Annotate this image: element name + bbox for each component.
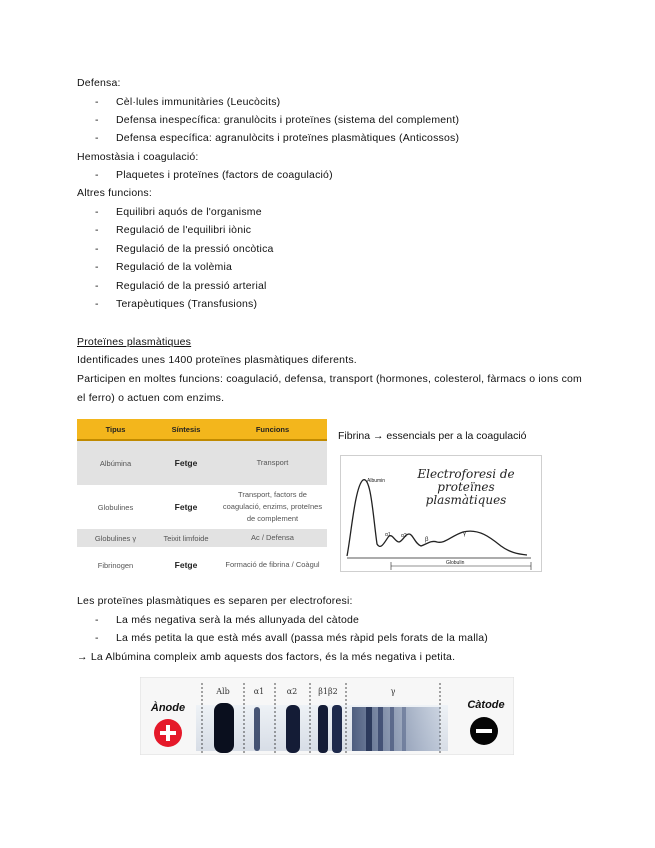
electroforesi-diagram <box>340 455 542 572</box>
table-row <box>77 485 327 529</box>
band-gamma-stripe <box>390 707 394 751</box>
list-item-text: Cèl·lules immunitàries (Leucòcits) <box>116 96 281 108</box>
list-item-text: Defensa específica: agranulòcits i proteïnes plasmàtiques (Anticossos) <box>116 132 460 144</box>
list-item-text: Regulació de la volèmia <box>116 261 233 273</box>
diagram-title-line2: proteïnes <box>437 480 495 494</box>
list-item-text: Plaquetes i proteïnes (factors de coagulació) <box>116 169 333 181</box>
cell-sintesi: Teixit limfoide <box>154 529 218 547</box>
list-item-text: Regulació de la pressió arterial <box>116 280 267 292</box>
label-alpha2: α2 <box>401 533 407 539</box>
gel-svg <box>140 677 514 755</box>
lane-label-g: γ <box>390 687 396 696</box>
hemostasia-heading: Hemostàsia i coagulació: <box>77 151 199 163</box>
cell-tipus: Albúmina <box>77 440 154 485</box>
band-gamma-stripe <box>366 707 372 751</box>
label-albumin: Albumin <box>367 478 386 484</box>
table-header: Tipus <box>77 419 154 440</box>
paragraph: el ferro) o actuen com enzims. <box>77 392 225 404</box>
lane-label-a2: α2 <box>286 687 298 696</box>
label-gamma: γ <box>463 531 466 537</box>
section-title: Proteïnes plasmàtiques <box>77 336 192 348</box>
lane-label-b: β1β2 <box>318 687 338 696</box>
cell-sintesi: Fetge <box>154 547 218 583</box>
band-albumin <box>214 703 234 753</box>
band-gamma <box>352 707 440 751</box>
cell-tipus: Fibrinogen <box>77 547 154 583</box>
label-alpha1: α1 <box>385 532 391 538</box>
lane-label-alb: Alb <box>216 687 230 696</box>
minus-bar <box>476 729 492 733</box>
label-globulin: Globulin <box>446 560 465 566</box>
band-beta2 <box>332 705 342 753</box>
cell-funcions: Transport <box>218 440 327 485</box>
cell-tipus: Globulines γ <box>77 529 154 547</box>
lane-label-a1: α1 <box>253 687 265 696</box>
anode-label: Ànode <box>150 702 186 714</box>
diagram-title-line1: Electroforesi de <box>417 467 515 481</box>
fibrina-note: Fibrina → essencials per a la coagulació <box>338 430 527 442</box>
list-item-text: Regulació de la pressió oncòtica <box>116 243 274 255</box>
band-alpha2 <box>286 705 300 753</box>
band-alpha1 <box>254 707 260 751</box>
proteins-table <box>77 419 327 583</box>
list-item-text: Defensa inespecífica: granulòcits i proteïnes (sistema del complement) <box>116 114 460 126</box>
cell-funcions: Transport, factors de coagulació, enzims, proteïnes de complement <box>218 485 327 529</box>
list-item-text: Equilibri aquós de l'organisme <box>116 206 262 218</box>
electroforesi-svg <box>341 456 541 571</box>
band-beta1 <box>318 705 328 753</box>
band-gamma-stripe <box>378 707 383 751</box>
list-item-text: Regulació de l'equilibri iònic <box>116 224 252 236</box>
cell-funcions: Formació de fibrina / Coàgul <box>218 547 327 583</box>
altres-heading: Altres funcions: <box>77 187 152 199</box>
table-row <box>77 547 327 583</box>
list-item-text: La més petita la que està més avall (passa més ràpid pels forats de la malla) <box>116 632 488 644</box>
separacio-intro: Les proteïnes plasmàtiques es separen per electroforesi: <box>77 595 353 607</box>
defensa-heading: Defensa: <box>77 77 121 89</box>
table-row <box>77 440 327 485</box>
plus-vertical <box>166 725 170 741</box>
table-header: Síntesis <box>154 419 218 440</box>
band-gamma-stripe <box>402 707 406 751</box>
diagram-title-line3: plasmàtiques <box>425 493 507 507</box>
cell-funcions: Ac / Defensa <box>218 529 327 547</box>
table-header: Funcions <box>218 419 327 440</box>
table-row <box>77 529 327 547</box>
cell-sintesi: Fetge <box>154 485 218 529</box>
paragraph: Identificades unes 1400 proteïnes plasmàtiques diferents. <box>77 354 357 366</box>
separacio-conclusion: → La Albúmina compleix amb aquests dos factors, és la més negativa i petita. <box>77 651 456 663</box>
list-item-text: Terapèutiques (Transfusions) <box>116 298 258 310</box>
catode-label: Càtode <box>467 699 505 711</box>
label-beta: β <box>425 537 429 543</box>
gel-electroforesi <box>140 677 514 755</box>
cell-tipus: Globulines <box>77 485 154 529</box>
cell-sintesi: Fetge <box>154 440 218 485</box>
list-item-text: La més negativa serà la més allunyada del càtode <box>116 614 360 626</box>
paragraph: Participen en moltes funcions: coagulació, defensa, transport (hormones, colesterol, fàrmacs o ions com <box>77 373 583 385</box>
